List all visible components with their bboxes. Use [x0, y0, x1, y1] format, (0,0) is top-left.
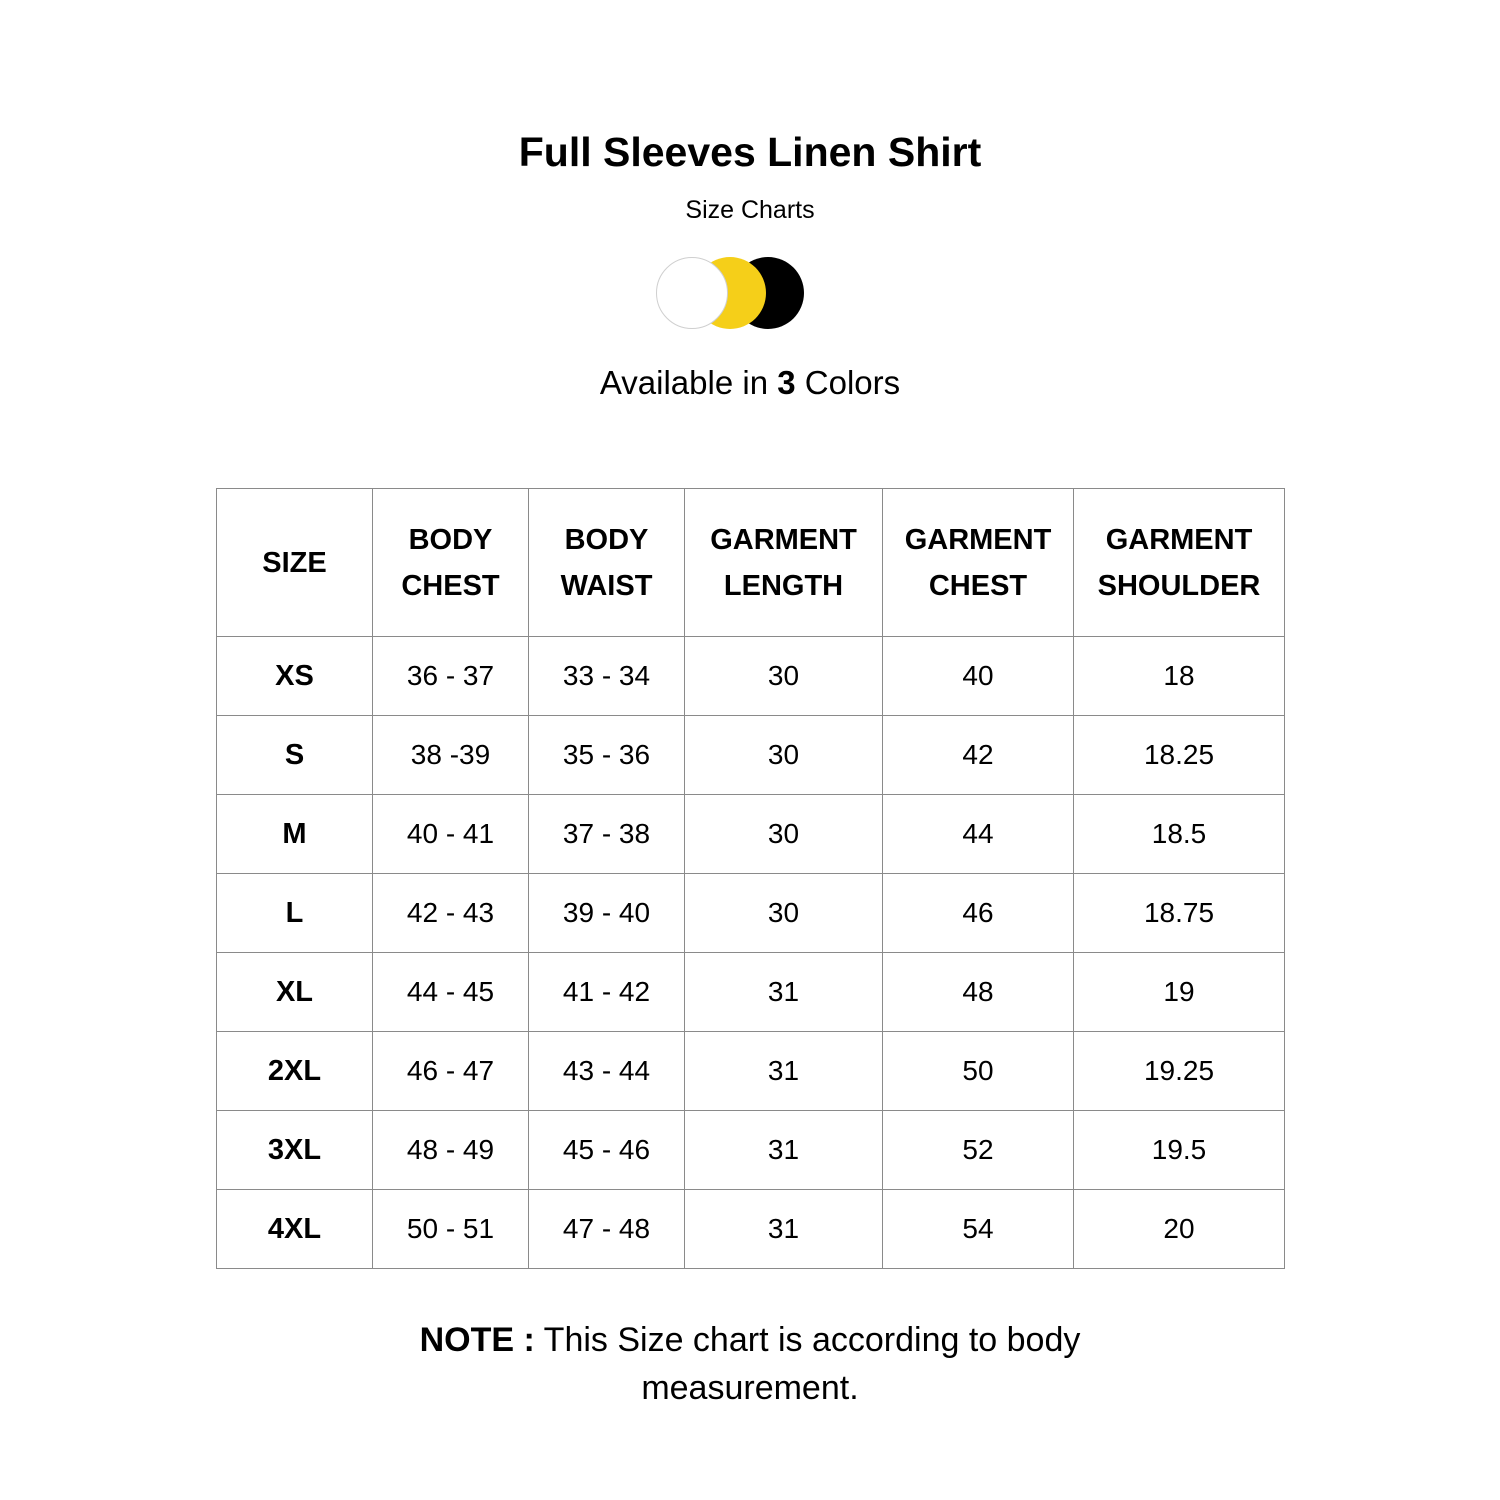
color-swatches	[656, 257, 808, 333]
column-header-line2: CHEST	[401, 569, 500, 602]
cell-size: XS	[217, 637, 373, 716]
cell-garment-chest: 42	[883, 716, 1074, 795]
cell-body-waist: 39 - 40	[529, 874, 685, 953]
cell-garment-shoulder: 18	[1074, 637, 1285, 716]
page-title: Full Sleeves Linen Shirt	[518, 129, 982, 175]
cell-body-chest: 50 - 51	[373, 1190, 529, 1269]
column-header-line2: LENGTH	[723, 569, 844, 602]
cell-body-waist: 35 - 36	[529, 716, 685, 795]
size-chart-table	[216, 488, 1285, 1269]
cell-garment-chest: 52	[883, 1111, 1074, 1190]
column-header-line1: GARMENT	[710, 523, 857, 556]
column-header-garment-chest	[883, 489, 1074, 637]
size-note	[350, 1316, 1150, 1412]
availability-count: 3	[777, 364, 796, 401]
column-header-body-chest	[373, 489, 529, 637]
cell-garment-chest: 44	[883, 795, 1074, 874]
cell-garment-length: 30	[685, 795, 883, 874]
cell-garment-length: 30	[685, 637, 883, 716]
table-row	[217, 953, 1285, 1032]
cell-garment-shoulder: 20	[1074, 1190, 1285, 1269]
table-row	[217, 874, 1285, 953]
table-row	[217, 1032, 1285, 1111]
cell-garment-chest: 48	[883, 953, 1074, 1032]
cell-body-chest: 40 - 41	[373, 795, 529, 874]
note-text-line1: This Size chart is according to body	[543, 1321, 1081, 1359]
note-label: NOTE :	[419, 1321, 535, 1359]
table-row	[217, 637, 1285, 716]
column-header-garment-length	[685, 489, 883, 637]
cell-garment-shoulder: 19	[1074, 953, 1285, 1032]
cell-body-waist: 43 - 44	[529, 1032, 685, 1111]
column-header-line2: WAIST	[560, 569, 653, 602]
cell-garment-length: 30	[685, 716, 883, 795]
cell-body-chest: 42 - 43	[373, 874, 529, 953]
cell-body-waist: 33 - 34	[529, 637, 685, 716]
column-header-line1: BODY	[408, 523, 493, 556]
table-row	[217, 716, 1285, 795]
table-row	[217, 795, 1285, 874]
cell-body-waist: 37 - 38	[529, 795, 685, 874]
cell-garment-shoulder: 19.5	[1074, 1111, 1285, 1190]
cell-garment-length: 31	[685, 1032, 883, 1111]
cell-body-waist: 45 - 46	[529, 1111, 685, 1190]
availability-prefix: Available in	[599, 364, 769, 401]
cell-body-chest: 46 - 47	[373, 1032, 529, 1111]
cell-size: XL	[217, 953, 373, 1032]
column-header-line2: CHEST	[928, 569, 1028, 602]
column-header-line2: SHOULDER	[1097, 569, 1261, 602]
cell-size: 2XL	[217, 1032, 373, 1111]
column-header-size	[217, 489, 373, 637]
availability-text	[0, 362, 1500, 404]
table-header-row	[217, 489, 1285, 637]
cell-size: 3XL	[217, 1111, 373, 1190]
cell-size: 4XL	[217, 1190, 373, 1269]
column-header-line1: GARMENT	[904, 523, 1052, 556]
cell-garment-length: 31	[685, 953, 883, 1032]
cell-body-waist: 41 - 42	[529, 953, 685, 1032]
cell-garment-length: 30	[685, 874, 883, 953]
column-header-line1: BODY	[564, 523, 649, 556]
table-row	[217, 1111, 1285, 1190]
cell-size: L	[217, 874, 373, 953]
cell-garment-chest: 40	[883, 637, 1074, 716]
cell-garment-shoulder: 18.25	[1074, 716, 1285, 795]
cell-garment-chest: 50	[883, 1032, 1074, 1111]
column-header-garment-shoulder	[1074, 489, 1285, 637]
cell-size: M	[217, 795, 373, 874]
cell-garment-length: 31	[685, 1190, 883, 1269]
cell-body-chest: 36 - 37	[373, 637, 529, 716]
cell-body-waist: 47 - 48	[529, 1190, 685, 1269]
note-text-line2: measurement.	[641, 1369, 859, 1407]
cell-body-chest: 44 - 45	[373, 953, 529, 1032]
table-row	[217, 1190, 1285, 1269]
column-header-body-waist	[529, 489, 685, 637]
cell-garment-shoulder: 18.5	[1074, 795, 1285, 874]
cell-garment-chest: 46	[883, 874, 1074, 953]
page-subtitle: Size Charts	[685, 196, 815, 224]
cell-garment-chest: 54	[883, 1190, 1074, 1269]
column-header-line1: GARMENT	[1105, 523, 1253, 556]
cell-body-chest: 48 - 49	[373, 1111, 529, 1190]
table-body	[217, 637, 1285, 1269]
cell-body-chest: 38 -39	[373, 716, 529, 795]
column-header-line1: SIZE	[262, 546, 327, 579]
cell-garment-length: 31	[685, 1111, 883, 1190]
color-swatch-white	[656, 257, 728, 329]
cell-size: S	[217, 716, 373, 795]
cell-garment-shoulder: 19.25	[1074, 1032, 1285, 1111]
cell-garment-shoulder: 18.75	[1074, 874, 1285, 953]
availability-suffix: Colors	[804, 364, 901, 401]
